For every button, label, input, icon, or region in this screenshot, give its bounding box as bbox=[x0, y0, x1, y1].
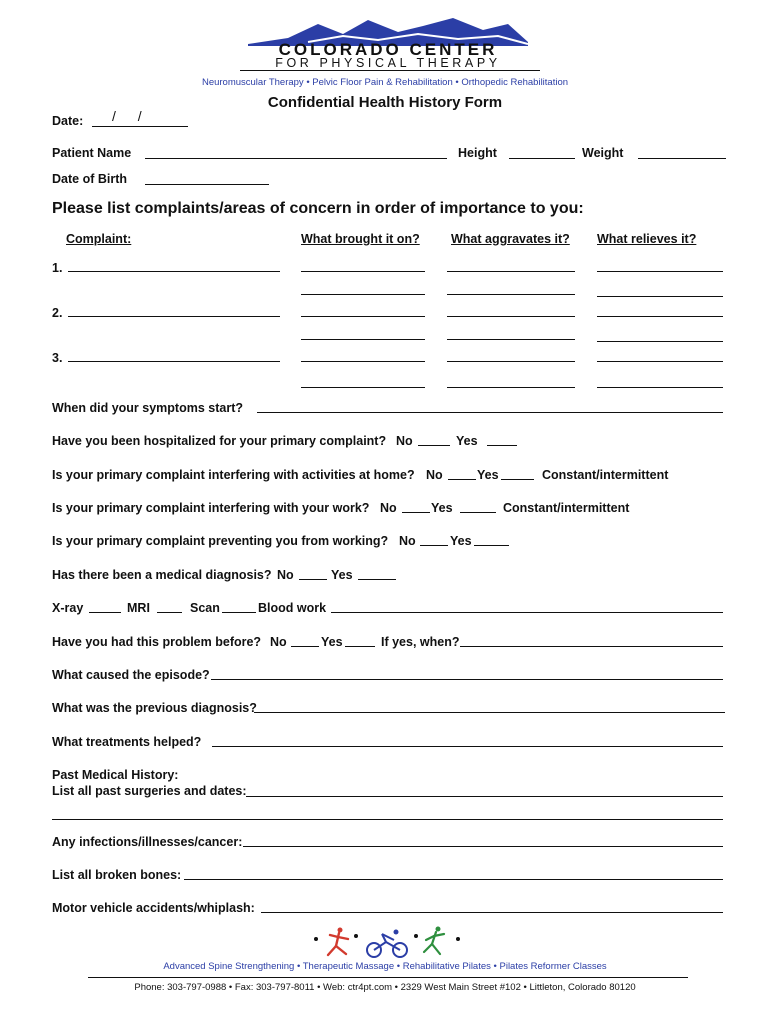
brought-on-field[interactable] bbox=[301, 271, 425, 272]
dob-field[interactable] bbox=[145, 184, 269, 185]
past-medical-history-label: Past Medical History: bbox=[52, 768, 179, 782]
relieves-field[interactable] bbox=[597, 361, 723, 362]
infections-field[interactable] bbox=[243, 846, 723, 847]
previous-diagnosis-field[interactable] bbox=[254, 712, 725, 713]
date-field[interactable] bbox=[92, 126, 188, 127]
surgeries-field-2[interactable] bbox=[52, 819, 723, 820]
q-preventing: Is your primary complaint preventing you from working? bbox=[52, 534, 389, 548]
col-complaint: Complaint: bbox=[66, 232, 132, 246]
brought-on-field[interactable] bbox=[301, 316, 425, 317]
patient-name-field[interactable] bbox=[145, 158, 447, 159]
aggravates-field[interactable] bbox=[447, 361, 575, 362]
before-yes-field[interactable] bbox=[345, 646, 375, 647]
prevent-yes-field[interactable] bbox=[474, 545, 509, 546]
row-2-label: 2. bbox=[52, 306, 63, 320]
relieves-field[interactable] bbox=[597, 316, 723, 317]
before-no-field[interactable] bbox=[291, 646, 319, 647]
if-yes-when-label: If yes, when? bbox=[381, 635, 460, 649]
treatments-field[interactable] bbox=[212, 746, 723, 747]
home-yes-field[interactable] bbox=[501, 479, 534, 480]
no-label: No bbox=[277, 568, 294, 582]
yes-label: Yes bbox=[331, 568, 353, 582]
q-before: Have you had this problem before? bbox=[52, 635, 262, 649]
tagline: Neuromuscular Therapy • Pelvic Floor Pain & Rehabilitation • Orthopedic Rehabilitation bbox=[201, 77, 569, 88]
surgeries-label: List all past surgeries and dates: bbox=[52, 784, 247, 798]
brought-on-field[interactable] bbox=[301, 294, 425, 295]
aggravates-field[interactable] bbox=[447, 294, 575, 295]
dob-label: Date of Birth bbox=[52, 172, 127, 186]
surgeries-field[interactable] bbox=[246, 796, 723, 797]
row-1-label: 1. bbox=[52, 261, 63, 275]
caused-field[interactable] bbox=[211, 679, 723, 680]
q-previous-diagnosis: What was the previous diagnosis? bbox=[52, 701, 257, 715]
aggravates-field[interactable] bbox=[447, 339, 575, 340]
diag-no-field[interactable] bbox=[299, 579, 327, 580]
home-no-field[interactable] bbox=[448, 479, 476, 480]
activity-figures-icon bbox=[312, 922, 462, 960]
col-aggravates: What aggravates it? bbox=[451, 232, 570, 246]
footer-rule bbox=[88, 977, 688, 978]
brought-on-field[interactable] bbox=[301, 361, 425, 362]
logo-line2: FOR PHYSICAL THERAPY bbox=[275, 56, 501, 70]
work-no-field[interactable] bbox=[402, 512, 430, 513]
blood-work-field[interactable] bbox=[331, 612, 723, 613]
mva-field[interactable] bbox=[261, 912, 723, 913]
aggravates-field[interactable] bbox=[447, 316, 575, 317]
diag-yes-field[interactable] bbox=[358, 579, 396, 580]
hosp-yes-field[interactable] bbox=[487, 445, 517, 446]
relieves-field[interactable] bbox=[597, 296, 723, 297]
blood-work-label: Blood work bbox=[258, 601, 327, 615]
q-caused: What caused the episode? bbox=[52, 668, 210, 682]
brought-on-field[interactable] bbox=[301, 339, 425, 340]
complaints-heading: Please list complaints/areas of concern in order of importance to you: bbox=[52, 200, 584, 217]
q-home: Is your primary complaint interfering with activities at home? bbox=[52, 468, 415, 482]
work-constant: Constant/intermittent bbox=[503, 501, 630, 515]
no-label: No bbox=[270, 635, 287, 649]
xray-field[interactable] bbox=[89, 612, 121, 613]
scan-field[interactable] bbox=[222, 612, 256, 613]
q-treatments: What treatments helped? bbox=[52, 735, 202, 749]
q-symptoms-start: When did your symptoms start? bbox=[52, 401, 243, 415]
complaint-1-field[interactable] bbox=[68, 271, 280, 272]
if-yes-when-field[interactable] bbox=[460, 646, 723, 647]
date-label: Date: bbox=[52, 114, 84, 128]
yes-label: Yes bbox=[477, 468, 499, 482]
no-label: No bbox=[399, 534, 416, 548]
relieves-field[interactable] bbox=[597, 271, 723, 272]
mri-field[interactable] bbox=[157, 612, 182, 613]
infections-label: Any infections/illnesses/cancer: bbox=[52, 835, 243, 849]
weight-field[interactable] bbox=[638, 158, 726, 159]
col-brought-on: What brought it on? bbox=[301, 232, 420, 246]
aggravates-field[interactable] bbox=[447, 271, 575, 272]
logo-line1: COLORADO CENTER bbox=[278, 40, 498, 59]
q-work: Is your primary complaint interfering with your work? bbox=[52, 501, 370, 515]
row-3-label: 3. bbox=[52, 351, 63, 365]
contact-line: Phone: 303-797-0988 • Fax: 303-797-8011 • Web: ctr4pt.com • 2329 West Main Street #102 • Littleton, Colorado 80120 bbox=[134, 982, 636, 993]
patient-name-label: Patient Name bbox=[52, 146, 132, 160]
weight-label: Weight bbox=[582, 146, 624, 160]
logo-rule bbox=[240, 70, 540, 71]
no-label: No bbox=[396, 434, 413, 448]
broken-bones-field[interactable] bbox=[184, 879, 723, 880]
date-slashes: / / bbox=[112, 108, 142, 124]
height-label: Height bbox=[458, 146, 497, 160]
q-hospitalized: Have you been hospitalized for your primary complaint? bbox=[52, 434, 387, 448]
no-label: No bbox=[380, 501, 397, 515]
form-title: Confidential Health History Form bbox=[267, 94, 503, 111]
complaint-2-field[interactable] bbox=[68, 316, 280, 317]
services-line: Advanced Spine Strengthening • Therapeutic Massage • Rehabilitative Pilates • Pilates Reformer Classes bbox=[163, 961, 607, 972]
yes-label: Yes bbox=[431, 501, 453, 515]
work-yes-field[interactable] bbox=[460, 512, 496, 513]
col-relieves: What relieves it? bbox=[597, 232, 697, 246]
no-label: No bbox=[426, 468, 443, 482]
mva-label: Motor vehicle accidents/whiplash: bbox=[52, 901, 255, 915]
yes-label: Yes bbox=[321, 635, 343, 649]
aggravates-field[interactable] bbox=[447, 387, 575, 388]
xray-label: X-ray bbox=[52, 601, 84, 615]
brought-on-field[interactable] bbox=[301, 387, 425, 388]
height-field[interactable] bbox=[509, 158, 575, 159]
broken-bones-label: List all broken bones: bbox=[52, 868, 182, 882]
relieves-field[interactable] bbox=[597, 341, 723, 342]
prevent-no-field[interactable] bbox=[420, 545, 448, 546]
complaint-3-field[interactable] bbox=[68, 361, 280, 362]
yes-label: Yes bbox=[450, 534, 472, 548]
symptoms-start-field[interactable] bbox=[257, 412, 723, 413]
q-diagnosis: Has there been a medical diagnosis? bbox=[52, 568, 272, 582]
mri-label: MRI bbox=[127, 601, 150, 615]
scan-label: Scan bbox=[190, 601, 220, 615]
home-constant: Constant/intermittent bbox=[542, 468, 669, 482]
relieves-field[interactable] bbox=[597, 387, 723, 388]
yes-label: Yes bbox=[456, 434, 478, 448]
hosp-no-field[interactable] bbox=[418, 445, 450, 446]
